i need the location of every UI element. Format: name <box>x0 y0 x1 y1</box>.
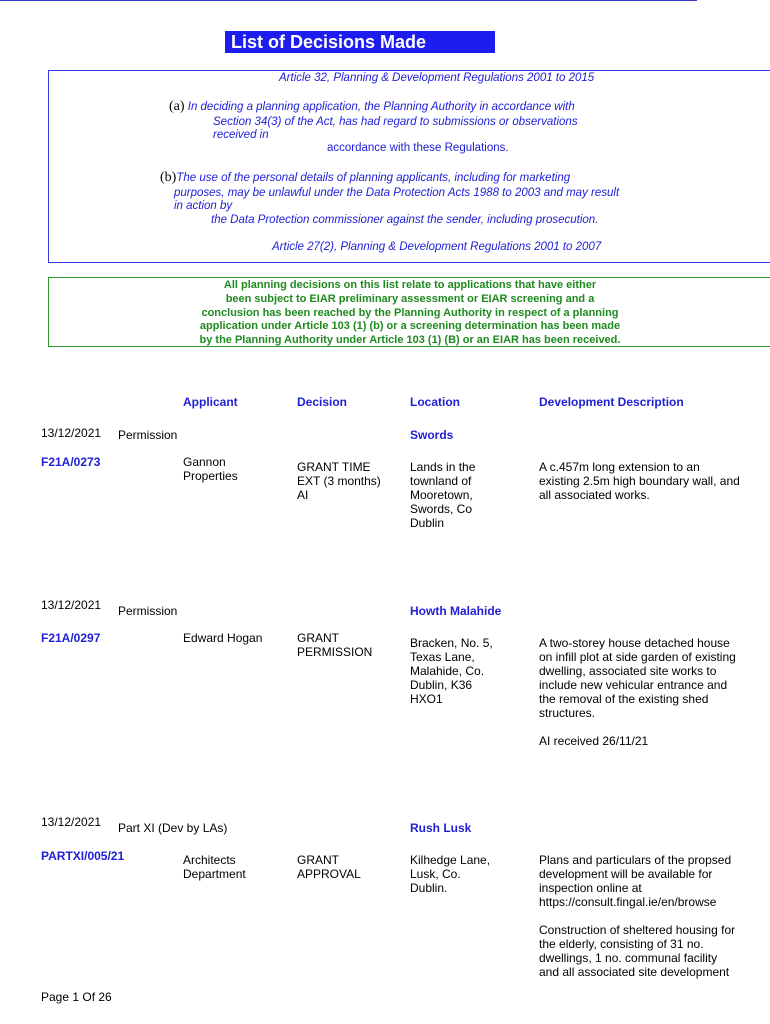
record-area: Swords <box>410 428 454 442</box>
eiar-line: been subject to EIAR preliminary assessment or EIAR screening and a <box>225 292 595 305</box>
page-title: List of Decisions Made <box>225 31 495 53</box>
eiar-line: All planning decisions on this list relate to applications that have either <box>223 279 597 291</box>
para-a-marker: (a) <box>169 99 185 114</box>
record-reference-link[interactable]: PARTXI/005/21 <box>41 849 125 863</box>
page-number: Page 1 Of 26 <box>41 990 112 1004</box>
record-date: 13/12/2021 <box>41 426 102 440</box>
top-rule <box>0 0 697 1</box>
eiar-line: application under Article 103 (1) (b) or a screening determination has been made <box>199 320 621 333</box>
column-header-applicant: Applicant <box>183 395 238 409</box>
record-type: Permission <box>118 604 178 618</box>
record-location: Kilhedge Lane, Lusk, Co. Dublin. <box>410 853 491 895</box>
column-header-location: Location <box>410 395 460 409</box>
column-header-decision: Decision <box>297 395 348 409</box>
record-applicant: Gannon Properties <box>183 455 238 483</box>
para-a-text: In deciding a planning application, the Planning Authority in accordance with <box>187 101 575 113</box>
notice-para-a-line1 <box>169 100 575 115</box>
record-decision: GRANT PERMISSION <box>297 631 373 659</box>
para-b-marker: (b) <box>160 170 177 185</box>
record-date: 13/12/2021 <box>41 598 102 612</box>
record-type: Permission <box>118 428 178 442</box>
record-decision: GRANT APPROVAL <box>297 853 361 881</box>
record-description: A two-storey house detached house on infill plot at side garden of existing dwelling, associated site works to include new vehicular entrance and the removal of the existing shed structures. AI received 26/11/21 <box>539 636 736 748</box>
record-applicant: Architects Department <box>183 853 246 881</box>
record-applicant: Edward Hogan <box>183 631 263 645</box>
eiar-line: by the Planning Authority under Article 103 (1) (B) or an EIAR has been received. <box>199 334 621 347</box>
record-date: 13/12/2021 <box>41 815 102 829</box>
notice-para-b-line4: the Data Protection commissioner against the sender, including prosecution. <box>211 214 599 226</box>
notice-para-a-line2: Section 34(3) of the Act, has had regard to submissions or observations <box>213 116 578 128</box>
record-area: Howth Malahide <box>410 604 502 618</box>
record-location: Lands in the townland of Mooretown, Swords, Co Dublin <box>410 460 476 530</box>
notice-para-a-line3: received in <box>213 129 269 141</box>
record-reference-link[interactable]: F21A/0297 <box>41 631 101 645</box>
notice-para-a-line4: accordance with these Regulations. <box>327 142 509 154</box>
notice-para-b-line2: purposes, may be unlawful under the Data Protection Acts 1988 to 2003 and may result <box>174 187 620 199</box>
notice-heading: Article 32, Planning & Development Regulations 2001 to 2015 <box>279 72 595 84</box>
notice-footer-ref: Article 27(2), Planning & Development Regulations 2001 to 2007 <box>272 241 602 253</box>
record-location: Bracken, No. 5, Texas Lane, Malahide, Co. Dublin, K36 HXO1 <box>410 636 493 706</box>
record-description: A c.457m long extension to an existing 2.5m high boundary wall, and all associated works. <box>539 460 740 502</box>
record-type: Part XI (Dev by LAs) <box>118 821 228 835</box>
eiar-notice <box>48 277 770 347</box>
regulations-notice <box>48 70 770 263</box>
record-reference-link[interactable]: F21A/0273 <box>41 455 101 469</box>
para-b-text: The use of the personal details of planning applicants, including for marketing <box>176 172 571 184</box>
record-decision: GRANT TIME EXT (3 months) AI <box>297 460 381 502</box>
notice-para-b-line1 <box>160 171 570 186</box>
eiar-line: conclusion has been reached by the Planning Authority in respect of a planning <box>201 306 619 319</box>
notice-para-b-line3: in action by <box>174 200 233 212</box>
column-header-description: Development Description <box>539 395 684 409</box>
record-description: Plans and particulars of the propsed development will be available for inspection online at https://consult.fingal.ie/en/browse Construction of sheltered housing for the elderly, consisting of 31 no. dwellings, 1 no. communal facility and all associated site development <box>539 853 736 979</box>
record-area: Rush Lusk <box>410 821 472 835</box>
